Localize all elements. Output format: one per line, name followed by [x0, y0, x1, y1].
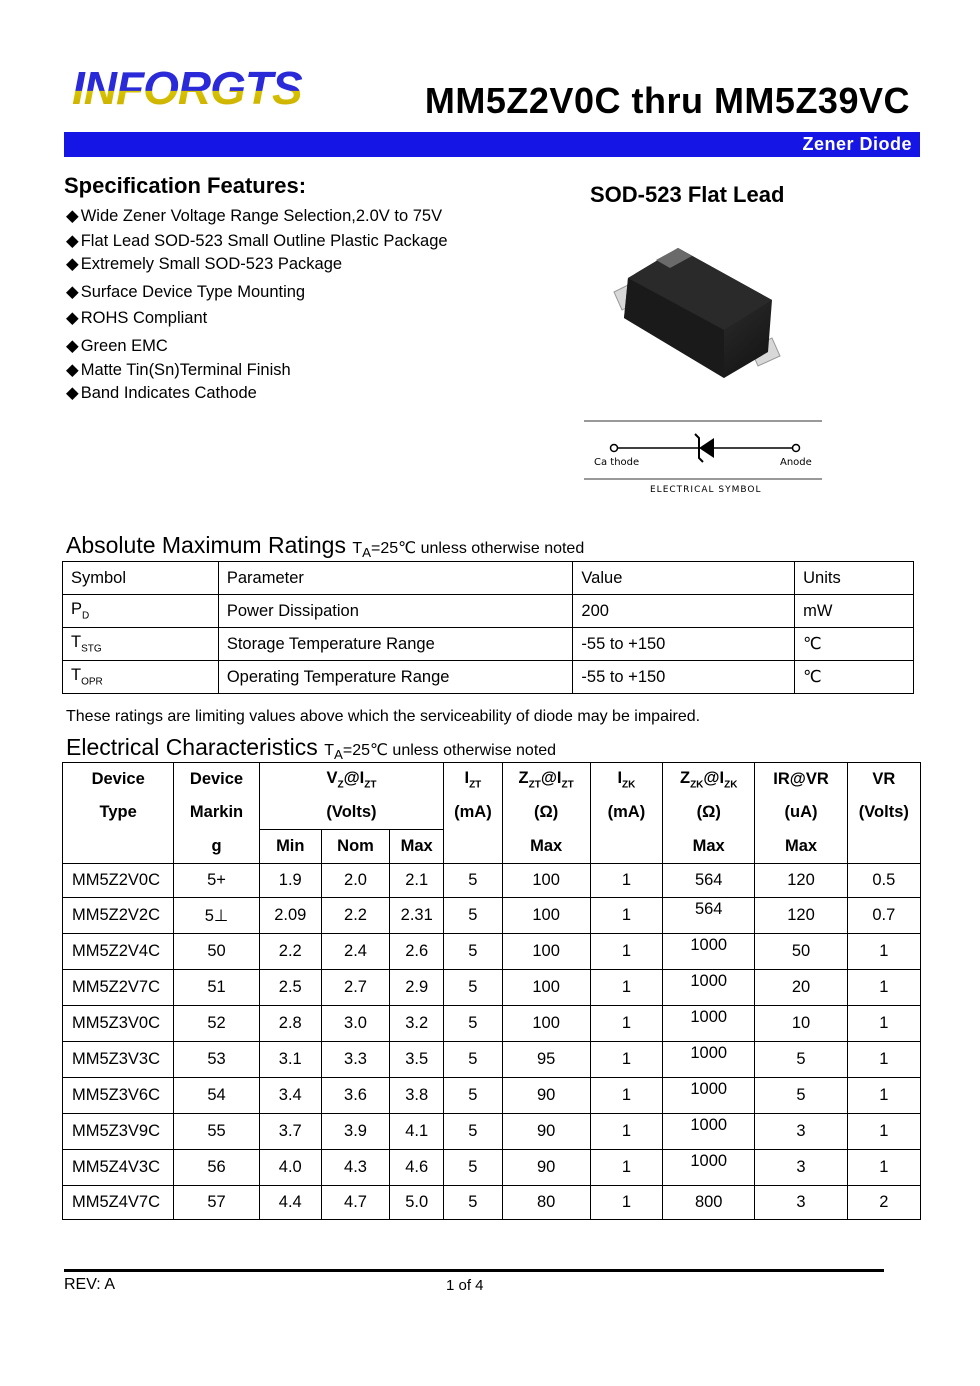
ratings-note: These ratings are limiting values above which the serviceability of diode may be impaired. — [66, 708, 701, 725]
header-cell: Markin — [174, 796, 259, 830]
table-row — [63, 1006, 921, 1042]
table-cell: 1 — [847, 1078, 920, 1114]
header-cell: Symbol — [63, 562, 219, 595]
table-cell: 1 — [590, 934, 662, 970]
symbol-cell: $T_{STG}$ — [63, 628, 219, 661]
table-row — [63, 970, 921, 1006]
feature-item — [66, 360, 291, 380]
parameter-cell: Storage Temperature Range — [218, 628, 573, 661]
features-heading: Specification Features: — [64, 173, 307, 198]
table-cell: 1.9 — [259, 864, 321, 898]
table-cell: 3.9 — [321, 1114, 389, 1150]
table-cell: 4.4 — [259, 1186, 321, 1220]
table-cell: MM5Z3V0C — [63, 1006, 174, 1042]
table-cell: 3 — [755, 1150, 847, 1186]
table-cell: 5⊥ — [174, 898, 259, 934]
table-cell: 5 — [444, 1042, 502, 1078]
table-cell: MM5Z2V2C — [63, 898, 174, 934]
header-cell: (uA) — [755, 796, 847, 830]
table-cell: 3.0 — [321, 1006, 389, 1042]
table-cell: 5+ — [174, 864, 259, 898]
table-cell: 4.1 — [390, 1114, 444, 1150]
table-header-row — [63, 562, 914, 595]
header-cell — [444, 830, 502, 864]
header-cell: $I_{ZK}$ — [590, 763, 662, 797]
cond-prefix: T — [324, 742, 334, 759]
table-cell: 52 — [174, 1006, 259, 1042]
table-cell: 2.2 — [259, 934, 321, 970]
feature-text: Band Indicates Cathode — [80, 384, 257, 402]
abs-max-heading — [66, 532, 584, 560]
table-cell: 5 — [444, 1006, 502, 1042]
elec-heading — [66, 734, 556, 762]
package-title: SOD-523 Flat Lead — [590, 182, 785, 207]
table-cell: 3.7 — [259, 1114, 321, 1150]
table-cell: 10 — [755, 1006, 847, 1042]
table-cell: MM5Z3V3C — [63, 1042, 174, 1078]
diamond-bullet-icon: ◆ — [66, 255, 79, 273]
feature-text: Surface Device Type Mounting — [80, 283, 306, 301]
table-cell: 5 — [444, 898, 502, 934]
table-cell: 2.4 — [321, 934, 389, 970]
table-cell: 100 — [502, 898, 590, 934]
diamond-bullet-icon: ◆ — [66, 337, 79, 355]
header-cell: (mA) — [590, 796, 662, 830]
cond-sub: A — [362, 545, 372, 561]
feature-item — [66, 308, 207, 328]
parameter-cell: Operating Temperature Range — [218, 661, 573, 694]
feature-item — [66, 282, 305, 302]
table-cell: 5 — [444, 1114, 502, 1150]
table-cell: 5.0 — [390, 1186, 444, 1220]
table-cell: 4.3 — [321, 1150, 389, 1186]
elec-title: Electrical Characteristics — [66, 734, 318, 760]
table-row — [63, 595, 914, 628]
table-cell: 1000 — [663, 1078, 755, 1114]
header-cell: Device — [63, 763, 174, 797]
header-cell: $V_Z@I_{ZT}$ — [259, 763, 444, 797]
table-cell: 2.31 — [390, 898, 444, 934]
elec-table — [62, 762, 921, 1220]
document-title: MM5Z2V0C thru MM5Z39VC — [424, 80, 910, 121]
table-cell: 1 — [847, 1042, 920, 1078]
table-cell: 51 — [174, 970, 259, 1006]
table-cell: 3.4 — [259, 1078, 321, 1114]
header-cell: Value — [573, 562, 795, 595]
header-cell: Min — [259, 830, 321, 864]
cond-suffix: =25℃ unless otherwise noted — [371, 540, 585, 557]
table-cell: 1 — [847, 1006, 920, 1042]
table-cell: 3.3 — [321, 1042, 389, 1078]
feature-text: ROHS Compliant — [80, 309, 208, 327]
table-cell: 5 — [444, 864, 502, 898]
table-cell: MM5Z3V6C — [63, 1078, 174, 1114]
table-cell: 2.0 — [321, 864, 389, 898]
table-cell: 53 — [174, 1042, 259, 1078]
table-row — [63, 628, 914, 661]
feature-item — [66, 336, 168, 356]
table-cell: 1000 — [663, 1150, 755, 1186]
table-row — [63, 661, 914, 694]
table-cell: 3.8 — [390, 1078, 444, 1114]
table-cell: 50 — [755, 934, 847, 970]
header-cell: $Z_{ZK}@I_{ZK}$ — [663, 763, 755, 797]
table-cell: 800 — [663, 1186, 755, 1220]
parameter-cell: Power Dissipation — [218, 595, 573, 628]
table-cell: 2.2 — [321, 898, 389, 934]
symbol-cell: $T_{OPR}$ — [63, 661, 219, 694]
header-cell: (Volts) — [259, 796, 444, 830]
table-cell: 2.8 — [259, 1006, 321, 1042]
table-cell: 20 — [755, 970, 847, 1006]
table-cell: 1000 — [663, 970, 755, 1006]
category-bar — [64, 132, 920, 157]
diamond-bullet-icon: ◆ — [66, 361, 79, 379]
table-row — [63, 898, 921, 934]
table-cell: 1 — [590, 970, 662, 1006]
table-cell: 1000 — [663, 934, 755, 970]
cond-suffix: =25℃ unless otherwise noted — [342, 742, 557, 759]
table-cell: 4.0 — [259, 1150, 321, 1186]
table-cell: 2.5 — [259, 970, 321, 1006]
table-cell: 54 — [174, 1078, 259, 1114]
elec-table-body — [63, 864, 921, 1220]
table-cell: 1000 — [663, 1114, 755, 1150]
unit-cell: ℃ — [795, 661, 914, 694]
header-cell: IR@VR — [755, 763, 847, 797]
header-cell: $Z_{ZT}@I_{ZT}$ — [502, 763, 590, 797]
abs-max-table — [62, 561, 914, 694]
table-cell: 5 — [755, 1042, 847, 1078]
header-cell — [847, 830, 920, 864]
table-cell: 0.5 — [847, 864, 920, 898]
table-cell: 2.6 — [390, 934, 444, 970]
value-cell: 200 — [573, 595, 795, 628]
table-cell: MM5Z2V7C — [63, 970, 174, 1006]
cathode-label: Ca thode — [594, 457, 640, 468]
table-cell: MM5Z4V3C — [63, 1150, 174, 1186]
table-cell: 2.1 — [390, 864, 444, 898]
table-cell: MM5Z4V7C — [63, 1186, 174, 1220]
table-cell: 564 — [663, 898, 755, 934]
table-cell: 100 — [502, 1006, 590, 1042]
electrical-symbol — [584, 420, 822, 498]
header-cell: Type — [63, 796, 174, 830]
table-cell: 90 — [502, 1114, 590, 1150]
revision-label: REV: A — [64, 1276, 115, 1293]
table-cell: 4.6 — [390, 1150, 444, 1186]
company-logo — [70, 62, 302, 114]
feature-item — [66, 383, 257, 403]
table-cell: MM5Z2V4C — [63, 934, 174, 970]
header-cell: g — [174, 830, 259, 864]
table-cell: 1 — [590, 1150, 662, 1186]
table-row — [63, 1186, 921, 1220]
table-cell: 100 — [502, 970, 590, 1006]
table-cell: 95 — [502, 1042, 590, 1078]
table-cell: 5 — [755, 1078, 847, 1114]
header-cell: Max — [502, 830, 590, 864]
table-cell: 90 — [502, 1078, 590, 1114]
diamond-bullet-icon: ◆ — [66, 207, 79, 225]
table-row — [63, 1150, 921, 1186]
table-cell: 2.09 — [259, 898, 321, 934]
cond-sub: A — [333, 747, 343, 763]
header-cell: Max — [663, 830, 755, 864]
feature-item — [66, 206, 442, 226]
header-cell: VR — [847, 763, 920, 797]
value-cell: -55 to +150 — [573, 661, 795, 694]
table-cell: 1000 — [663, 1042, 755, 1078]
diamond-bullet-icon: ◆ — [66, 384, 79, 402]
table-row — [63, 864, 921, 898]
table-row — [63, 1114, 921, 1150]
abs-max-title: Absolute Maximum Ratings — [66, 532, 346, 558]
table-cell: 80 — [502, 1186, 590, 1220]
table-cell: 1 — [847, 1114, 920, 1150]
table-row — [63, 1042, 921, 1078]
table-cell: 5 — [444, 1186, 502, 1220]
logo-text: INFORGTS — [72, 62, 302, 114]
diamond-bullet-icon: ◆ — [66, 283, 79, 301]
feature-text: Wide Zener Voltage Range Selection,2.0V to 75V — [80, 207, 443, 225]
table-cell: 90 — [502, 1150, 590, 1186]
header-cell — [63, 830, 174, 864]
table-cell: 0.7 — [847, 898, 920, 934]
table-cell: 55 — [174, 1114, 259, 1150]
table-cell: 1 — [590, 898, 662, 934]
table-cell: 100 — [502, 864, 590, 898]
header-cell: (Ω) — [502, 796, 590, 830]
header-cell: Max — [390, 830, 444, 864]
package-photo — [600, 240, 800, 390]
value-cell: -55 to +150 — [573, 628, 795, 661]
footer-divider — [64, 1269, 884, 1272]
anode-label: Anode — [780, 457, 812, 468]
symbol-cell: $P_D$ — [63, 595, 219, 628]
table-cell: 1 — [590, 864, 662, 898]
table-row — [63, 934, 921, 970]
table-cell: 100 — [502, 934, 590, 970]
feature-text: Extremely Small SOD-523 Package — [80, 255, 343, 273]
header-cell: Units — [795, 562, 914, 595]
cond-prefix: T — [352, 540, 363, 557]
feature-item — [66, 254, 342, 274]
table-cell: 1000 — [663, 1006, 755, 1042]
table-cell: 120 — [755, 864, 847, 898]
table-cell: MM5Z3V9C — [63, 1114, 174, 1150]
table-cell: 3 — [755, 1186, 847, 1220]
header-cell: (mA) — [444, 796, 502, 830]
header-cell: (Ω) — [663, 796, 755, 830]
table-cell: 1 — [847, 934, 920, 970]
table-cell: 3.6 — [321, 1078, 389, 1114]
table-cell: 57 — [174, 1186, 259, 1220]
header-cell: Device — [174, 763, 259, 797]
table-cell: 1 — [590, 1078, 662, 1114]
table-cell: 1 — [590, 1114, 662, 1150]
diamond-bullet-icon: ◆ — [66, 309, 79, 327]
table-cell: MM5Z2V0C — [63, 864, 174, 898]
unit-cell: mW — [795, 595, 914, 628]
feature-text: Matte Tin(Sn)Terminal Finish — [80, 361, 291, 379]
symbol-caption: ELECTRICAL SYMBOL — [650, 485, 762, 495]
header-cell: (Volts) — [847, 796, 920, 830]
table-cell: 1 — [590, 1042, 662, 1078]
header-cell — [590, 830, 662, 864]
unit-cell: ℃ — [795, 628, 914, 661]
diamond-bullet-icon: ◆ — [66, 232, 79, 250]
category-label: Zener Diode — [802, 134, 912, 154]
table-cell: 5 — [444, 1078, 502, 1114]
table-cell: 5 — [444, 1150, 502, 1186]
table-cell: 4.7 — [321, 1186, 389, 1220]
header-cell: Parameter — [218, 562, 573, 595]
table-cell: 3.5 — [390, 1042, 444, 1078]
header-cell: $I_{ZT}$ — [444, 763, 502, 797]
feature-text: Green EMC — [80, 337, 168, 355]
table-header-row — [63, 830, 921, 864]
table-cell: 2.9 — [390, 970, 444, 1006]
page-number: 1 of 4 — [446, 1277, 484, 1294]
header-cell: Nom — [321, 830, 389, 864]
table-cell: 5 — [444, 934, 502, 970]
table-cell: 1 — [847, 1150, 920, 1186]
table-cell: 3 — [755, 1114, 847, 1150]
table-cell: 50 — [174, 934, 259, 970]
table-cell: 1 — [590, 1186, 662, 1220]
table-cell: 564 — [663, 864, 755, 898]
feature-text: Flat Lead SOD-523 Small Outline Plastic Package — [80, 232, 448, 250]
table-header-row — [63, 796, 921, 830]
table-header-row — [63, 763, 921, 797]
table-cell: 1 — [590, 1006, 662, 1042]
table-cell: 120 — [755, 898, 847, 934]
table-cell: 2.7 — [321, 970, 389, 1006]
table-cell: 5 — [444, 970, 502, 1006]
table-row — [63, 1078, 921, 1114]
feature-item — [66, 231, 448, 251]
table-cell: 2 — [847, 1186, 920, 1220]
table-cell: 3.1 — [259, 1042, 321, 1078]
header-cell: Max — [755, 830, 847, 864]
table-cell: 3.2 — [390, 1006, 444, 1042]
table-cell: 56 — [174, 1150, 259, 1186]
table-cell: 1 — [847, 970, 920, 1006]
